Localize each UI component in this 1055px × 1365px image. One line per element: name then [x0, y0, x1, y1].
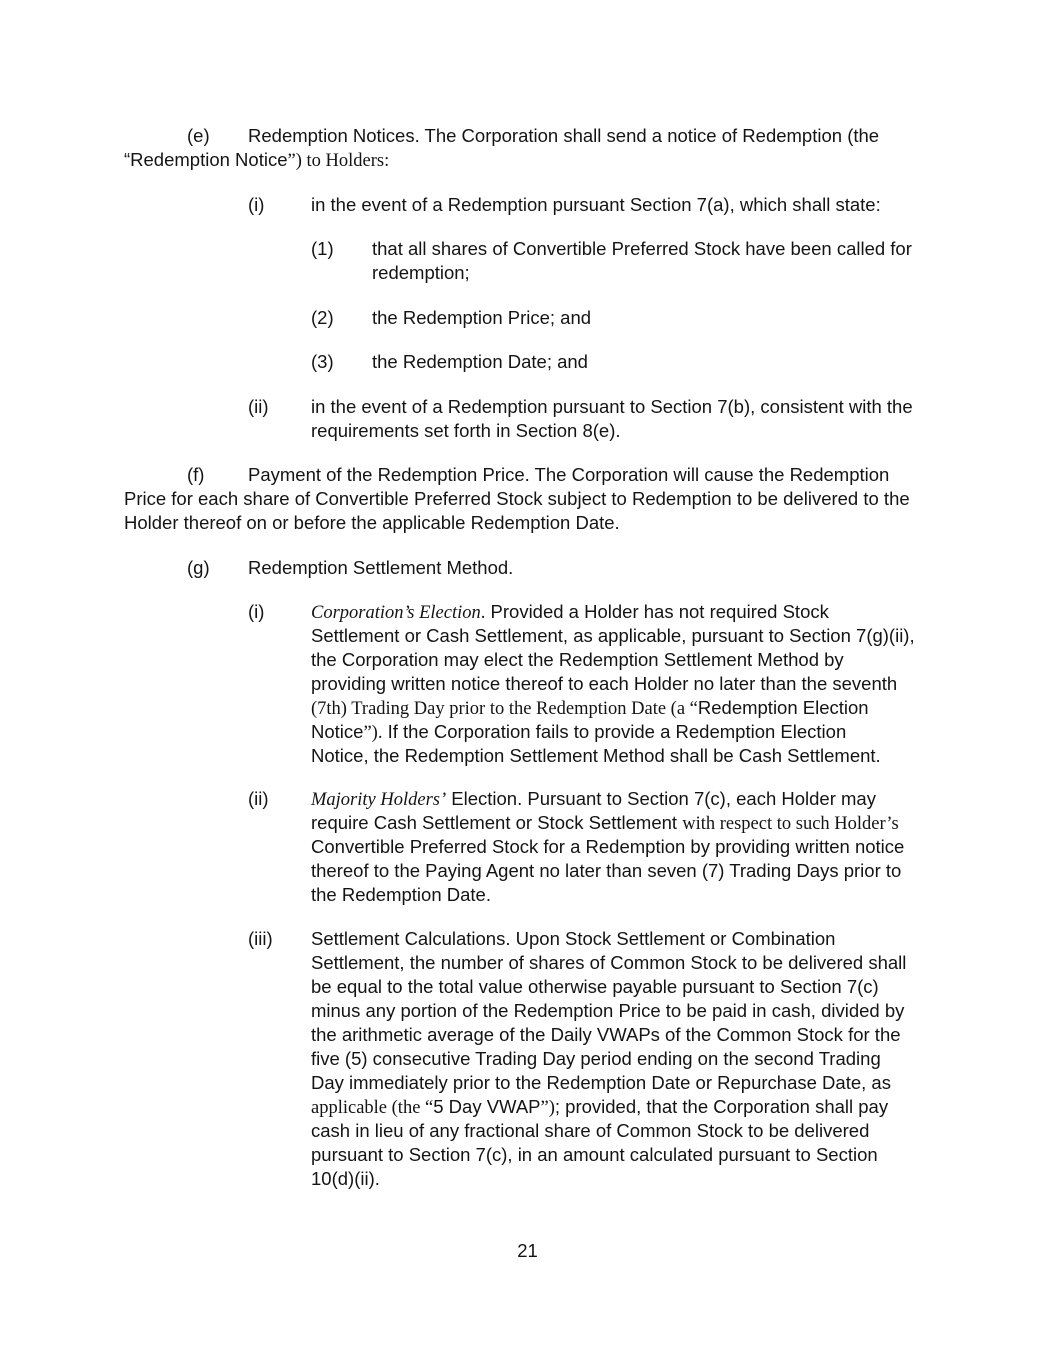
section-g-i-line7: Notice, the Redemption Settlement Method shall be Cash Settlement. [311, 745, 881, 766]
section-g-ii-line5: the Redemption Date. [311, 884, 491, 905]
section-g-marker: (g) [187, 557, 210, 578]
section-g-iii [0, 927, 1055, 1191]
section-g-i-period: . [480, 603, 486, 623]
section-g-ii-line3: Convertible Preferred Stock for a Redemption by providing written notice [311, 836, 905, 857]
list-item [0, 237, 1055, 285]
section-g-i-line6 [311, 720, 846, 745]
section-g-iii-line8-serif: applicable (the “ [311, 1098, 434, 1118]
section-g-ii [0, 787, 1055, 907]
section-e-ii-line2: requirements set forth in Section 8(e). [311, 420, 621, 441]
section-g-i-marker: (i) [248, 601, 265, 622]
section-g-i-line3: the Corporation may elect the Redemption Settlement Method by [311, 649, 844, 670]
section-g-iii-line10: pursuant to Section 7(c), in an amount calculated pursuant to Section [311, 1144, 878, 1165]
section-f-line2: Price for each share of Convertible Preferred Stock subject to Redemption to be delivered to the [124, 488, 910, 509]
section-g-ii-line1-rest: Election. Pursuant to Section 7(c), each Holder may [446, 788, 876, 809]
section-e-ii [0, 395, 1055, 443]
list-item [0, 306, 1055, 330]
section-g-i-line6-sans-b: If the Corporation fails to provide a Redemption Election [382, 721, 847, 742]
list-item-text: that all shares of Convertible Preferred Stock have been called for [372, 238, 912, 259]
section-e-i [0, 193, 1055, 217]
list-item [0, 350, 1055, 374]
section-g-ii-italic-heading: Majority Holders’ [311, 790, 447, 810]
section-g-iii-line2: Settlement, the number of shares of Common Stock to be delivered shall [311, 952, 907, 973]
section-g-i-line5-sans: Redemption Election [697, 697, 869, 718]
list-item-text-line2: redemption; [372, 262, 470, 283]
section-g-ii-line2-serif: with respect to such Holder’s [682, 814, 899, 834]
section-g-iii-marker: (iii) [248, 928, 273, 949]
section-g-iii-line5: the arithmetic average of the Daily VWAPs of the Common Stock for the [311, 1024, 901, 1045]
section-e-line2-sans: “Redemption Notice [124, 149, 288, 170]
page-number: 21 [517, 1240, 538, 1261]
section-g [0, 556, 1055, 580]
section-g-iii-line4: minus any portion of the Redemption Price to be paid in cash, divided by [311, 1000, 905, 1021]
section-f [0, 463, 1055, 535]
section-g-i-line6-sans-a: Notice [311, 721, 364, 742]
section-g-iii-line1: Settlement Calculations. Upon Stock Settlement or Combination [311, 928, 836, 949]
section-g-ii-line2 [311, 811, 899, 836]
section-g-iii-line8-sans: 5 Day VWAP [433, 1096, 541, 1117]
list-item-marker: (1) [311, 238, 334, 259]
list-item-text: the Redemption Date; and [372, 351, 588, 372]
section-e-ii-marker: (ii) [248, 396, 269, 417]
section-e-ii-line1: in the event of a Redemption pursuant to Section 7(b), consistent with the [311, 396, 913, 417]
section-e-marker: (e) [187, 125, 210, 146]
section-g-i-line6-serif: ”). [363, 723, 383, 743]
section-g-ii-line1 [311, 787, 876, 812]
list-item-text: the Redemption Price; and [372, 307, 592, 328]
section-f-marker: (f) [187, 464, 205, 485]
section-g-i [0, 600, 1055, 768]
section-g-i-italic-heading: Corporation’s Election [311, 603, 481, 623]
section-g-iii-line3: be equal to the total value otherwise payable pursuant to Section 7(c) [311, 976, 879, 997]
section-f-line1: Payment of the Redemption Price. The Corporation will cause the Redemption [248, 464, 890, 485]
section-g-i-line5-serif: (7th) Trading Day prior to the Redemption Date (a “ [311, 699, 698, 719]
section-g-i-line5 [311, 696, 869, 721]
section-g-i-line2: Settlement or Cash Settlement, as applicable, pursuant to Section 7(g)(ii), [311, 625, 915, 646]
section-g-iii-line6: five (5) consecutive Trading Day period ending on the second Trading [311, 1048, 881, 1069]
section-g-i-line4: providing written notice thereof to each Holder no later than the seventh [311, 673, 898, 694]
section-g-i-line1 [311, 600, 829, 625]
section-e-text: Redemption Notices. The Corporation shall send a notice of Redemption (the [248, 125, 880, 146]
section-g-iii-line8-rest: ; provided, that the Corporation shall pay [554, 1096, 889, 1117]
section-g-iii-line9: cash in lieu of any fractional share of Common Stock to be delivered [311, 1120, 870, 1141]
section-e-line1 [0, 124, 1055, 148]
section-g-ii-marker: (ii) [248, 788, 269, 809]
section-g-ii-line4: thereof to the Paying Agent no later than seven (7) Trading Days prior to [311, 860, 902, 881]
section-e-i-text: in the event of a Redemption pursuant Section 7(a), which shall state: [311, 194, 881, 215]
list-item-marker: (3) [311, 351, 334, 372]
section-g-iii-line8-serif-b: ”) [540, 1098, 555, 1118]
section-g-iii-line11: 10(d)(ii). [311, 1168, 380, 1189]
list-item-marker: (2) [311, 307, 334, 328]
section-f-line3: Holder thereof on or before the applicable Redemption Date. [124, 512, 620, 533]
section-g-i-line1-rest: Provided a Holder has not required Stock [485, 601, 829, 622]
section-g-heading: Redemption Settlement Method. [248, 557, 514, 578]
section-e-i-marker: (i) [248, 194, 265, 215]
section-e-line2 [124, 148, 389, 173]
section-g-iii-line7: Day immediately prior to the Redemption Date or Repurchase Date, as [311, 1072, 891, 1093]
section-g-iii-line8 [311, 1095, 888, 1120]
section-e-line2-serif: ”) to Holders: [287, 151, 390, 171]
section-g-ii-line2-sans: require Cash Settlement or Stock Settlement [311, 812, 683, 833]
